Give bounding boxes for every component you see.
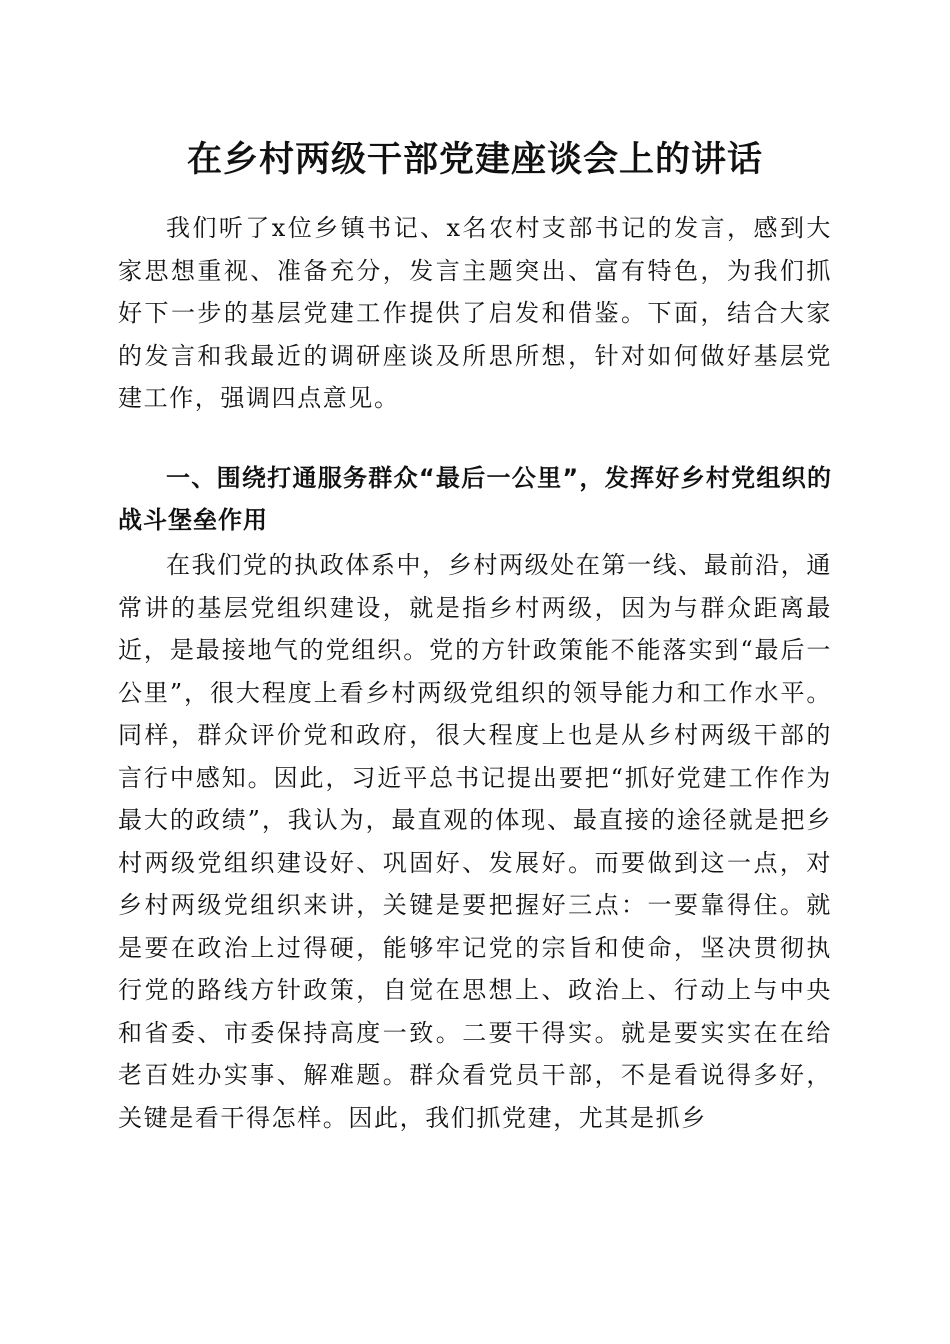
section-heading-1: 一、围绕打通服务群众“最后一公里”，发挥好乡村党组织的战斗堡垒作用 [118,464,832,534]
section-1-paragraph: 在我们党的执政体系中，乡村两级处在第一线、最前沿，通常讲的基层党组织建设，就是指乡村两级，因为与群众距离最近，是最接地气的党组织。党的方针政策能不能落实到“最后一公里”，很大程度上看乡村两级党组织的领导能力和工作水平。同样，群众评价党和政府，很大程度上也是从乡村两级干部的言行中感知。因此，习近平总书记提出要把“抓好党建工作作为最大的政绩”，我认为，最直观的体现、最直接的途径就是把乡村两级党组织建设好、巩固好、发展好。而要做到这一点，对乡村两级党组织来讲，关键是要把握好三点：一要靠得住。就是要在政治上过得硬，能够牢记党的宗旨和使命，坚决贯彻执行党的路线方针政策，自觉在思想上、政治上、行动上与中央和省委、市委保持高度一致。二要干得实。就是要实实在在给老百姓办实事、解难题。群众看党员干部，不是看说得多好，关键是看干得怎样。因此，我们抓党建，尤其是抓乡 [118,551,832,1132]
intro-paragraph: 我们听了x位乡镇书记、x名农村支部书记的发言，感到大家思想重视、准备充分，发言主题突出、富有特色，为我们抓好下一步的基层党建工作提供了启发和借鉴。下面，结合大家的发言和我最近的调研座谈及所思所想，针对如何做好基层党建工作，强调四点意见。 [118,214,832,412]
document-title: 在乡村两级干部党建座谈会上的讲话 [186,139,763,180]
